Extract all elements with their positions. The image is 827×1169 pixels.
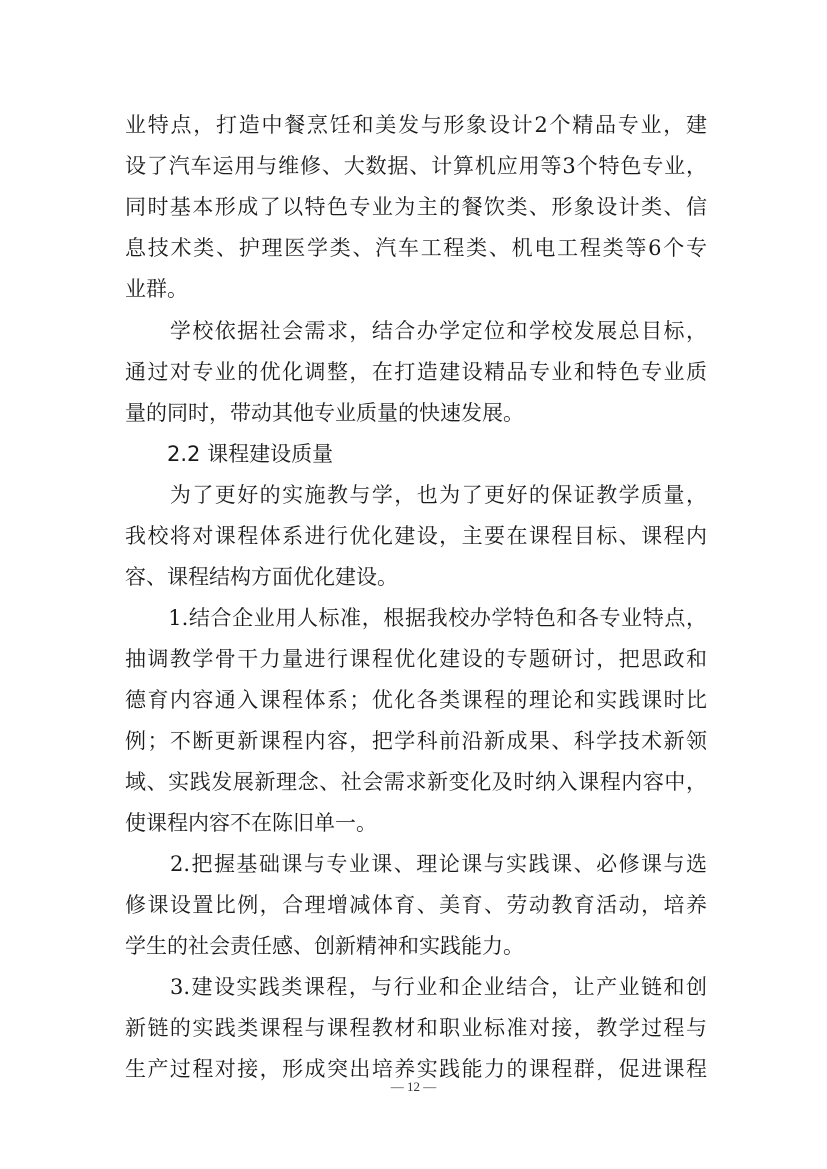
body-text-line: 新链的实践类课程与课程教材和职业标准对接，教学过程与 [125,1016,707,1040]
section-heading: 2.2 课程建设质量 [125,442,334,466]
body-text-line: 修课设置比例，合理增减体育、美育、劳动教育活动，培养 [125,893,707,917]
body-text-line: 设了汽车运用与维修、大数据、计算机应用等3个特色专业， [125,154,707,178]
body-text-line: 学生的社会责任感、创新精神和实践能力。 [125,934,524,958]
page-number: — 12 — [390,1079,437,1094]
body-text-line: 1.结合企业用人标准，根据我校办学特色和各专业特点， [125,606,707,630]
body-text-line: 容、课程结构方面优化建设。 [125,565,398,589]
body-text-line: 量的同时，带动其他专业质量的快速发展。 [125,401,524,425]
body-text-line: 域、实践发展新理念、社会需求新变化及时纳入课程内容中， [125,770,707,794]
body-text-line: 德育内容通入课程体系；优化各类课程的理论和实践课时比 [125,688,707,712]
body-text-line: 业特点，打造中餐烹饪和美发与形象设计2个精品专业，建 [125,113,707,137]
body-text-line: 业群。 [125,277,188,301]
body-text-line: 同时基本形成了以特色专业为主的餐饮类、形象设计类、信 [125,195,707,219]
body-text-line: 生产过程对接，形成突出培养实践能力的课程群，促进课程 [125,1057,707,1081]
body-text-line: 我校将对课程体系进行优化建设，主要在课程目标、课程内 [125,524,707,548]
body-text-line: 抽调教学骨干力量进行课程优化建设的专题研讨，把思政和 [125,647,707,671]
body-text-line: 息技术类、护理医学类、汽车工程类、机电工程类等6个专 [125,236,707,260]
body-text-line: 使课程内容不在陈旧单一。 [125,811,377,835]
body-text-line: 学校依据社会需求，结合办学定位和学校发展总目标， [125,319,707,343]
body-text-line: 例；不断更新课程内容，把学科前沿新成果、科学技术新领 [125,729,707,753]
body-text-line: 2.把握基础课与专业课、理论课与实践课、必修课与选 [125,852,707,876]
body-text-line: 3.建设实践类课程，与行业和企业结合，让产业链和创 [125,975,707,999]
body-text-line: 为了更好的实施教与学，也为了更好的保证教学质量， [125,483,707,507]
body-text-line: 通过对专业的优化调整，在打造建设精品专业和特色专业质 [125,360,707,384]
